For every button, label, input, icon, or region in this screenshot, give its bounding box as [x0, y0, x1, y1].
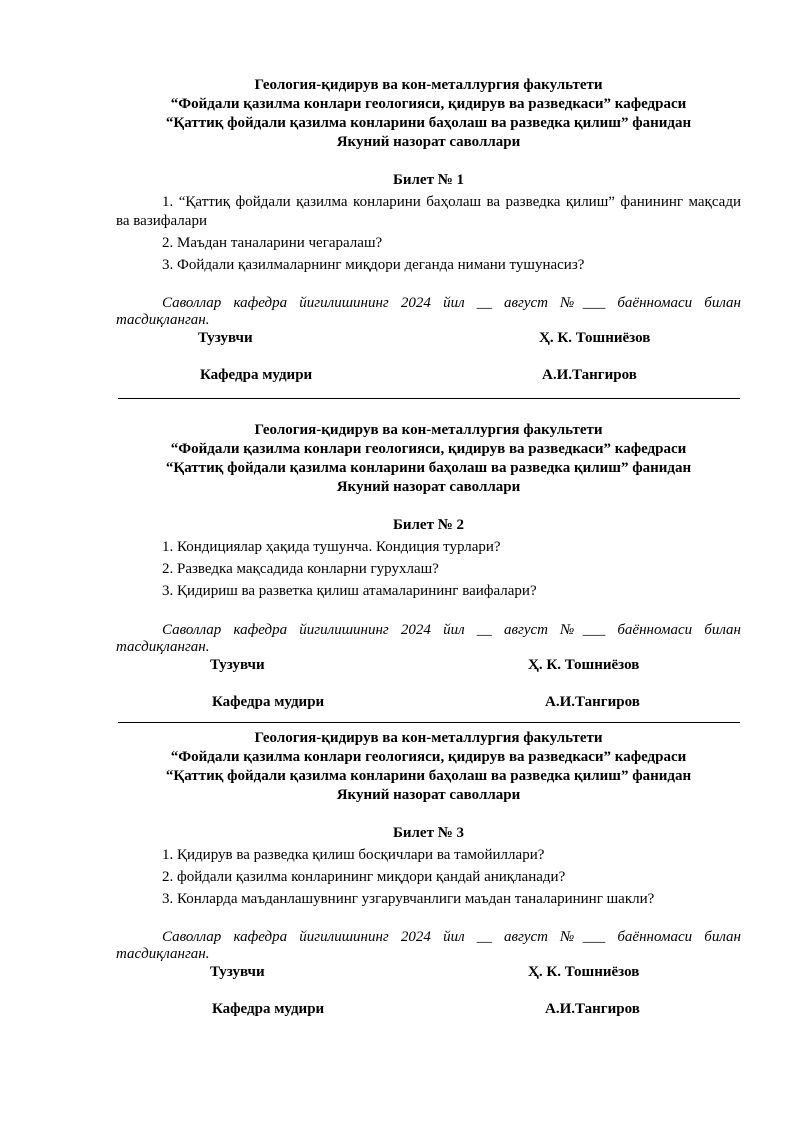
question-2: 2. Маъдан таналарини чегаралаш?	[162, 235, 383, 251]
question-2: 2. Разведка мақсадида конларни гурухлаш?	[162, 561, 439, 577]
compiler-row	[116, 656, 741, 675]
question-3: 3. Қидириш ва разветка қилиш атамаларининг ваифалари?	[162, 583, 537, 599]
head-row	[116, 1000, 741, 1019]
question-3: 3. Конларда маъданлашувнинг узгарувчанлиги маъдан таналарининг шакли?	[162, 891, 655, 907]
faculty-title: Геология-қидирув ва кон-металлургия факультети	[254, 730, 603, 746]
question-1: 1. Кондициялар ҳақида тушунча. Кондиция турлари?	[162, 539, 501, 555]
department-title: “Фойдали қазилма конлари геологияси, қидирув ва разведкаси” кафедраси	[170, 96, 687, 112]
question-1: 1. “Қаттиқ фойдали қазилма конларини баҳолаш ва разведка қилиш” фанининг мақсади ва вазифалари	[116, 194, 741, 229]
question-3: 3. Фойдали қазилмаларнинг миқдори деганда нимани тушунасиз?	[162, 257, 585, 273]
approval-note: Саволлар кафедра йигилишининг 2024 йил __ август №___ баённомаси билан тасдиқланган.	[116, 622, 741, 655]
head-row	[116, 366, 741, 385]
exam-title: Якуний назорат саволлари	[336, 479, 521, 495]
ticket-title: Билет № 2	[392, 517, 465, 533]
compiler-label: Тузувчи	[198, 330, 253, 346]
subject-title: “Қаттиқ фойдали қазилма конларини баҳолаш ва разведка қилиш” фанидан	[165, 115, 692, 131]
ticket-1	[116, 76, 741, 385]
head-label: Кафедра мудири	[212, 1001, 325, 1017]
department-title: “Фойдали қазилма конлари геологияси, қидирув ва разведкаси” кафедраси	[170, 749, 687, 765]
head-row	[116, 693, 741, 712]
ticket-title: Билет № 1	[392, 172, 465, 188]
compiler-label: Тузувчи	[210, 964, 265, 980]
compiler-label: Тузувчи	[210, 657, 265, 673]
compiler-name: Ҳ. К. Тошниёзов	[528, 964, 640, 980]
subject-title: “Қаттиқ фойдали қазилма конларини баҳолаш ва разведка қилиш” фанидан	[165, 460, 692, 476]
subject-title: “Қаттиқ фойдали қазилма конларини баҳолаш ва разведка қилиш” фанидан	[165, 768, 692, 784]
head-name: А.И.Тангиров	[542, 367, 637, 383]
head-name: А.И.Тангиров	[545, 1001, 640, 1017]
approval-note: Саволлар кафедра йигилишининг 2024 йил __ август №___ баённомаси билан тасдиқланган.	[116, 929, 741, 962]
question-1: 1. Қидирув ва разведка қилиш босқичлари ва тамойиллари?	[162, 847, 545, 863]
divider	[118, 722, 740, 723]
department-title: “Фойдали қазилма конлари геологияси, қидирув ва разведкаси” кафедраси	[170, 441, 687, 457]
divider	[118, 398, 740, 399]
question-2: 2. фойдали қазилма конларининг миқдори қандай аниқланади?	[162, 869, 566, 885]
exam-title: Якуний назорат саволлари	[336, 787, 521, 803]
head-label: Кафедра мудири	[212, 694, 325, 710]
faculty-title: Геология-қидирув ва кон-металлургия факультети	[254, 422, 603, 438]
head-label: Кафедра мудири	[200, 367, 313, 383]
compiler-row	[116, 963, 741, 982]
head-name: А.И.Тангиров	[545, 694, 640, 710]
ticket-3	[116, 729, 741, 1019]
ticket-title: Билет № 3	[392, 825, 465, 841]
compiler-name: Ҳ. К. Тошниёзов	[539, 330, 651, 346]
ticket-2	[116, 421, 741, 712]
compiler-row	[116, 329, 741, 348]
compiler-name: Ҳ. К. Тошниёзов	[528, 657, 640, 673]
approval-note: Саволлар кафедра йигилишининг 2024 йил __ август №___ баённомаси билан тасдиқланган.	[116, 295, 741, 328]
faculty-title: Геология-қидирув ва кон-металлургия факультети	[254, 77, 603, 93]
exam-title: Якуний назорат саволлари	[336, 134, 521, 150]
